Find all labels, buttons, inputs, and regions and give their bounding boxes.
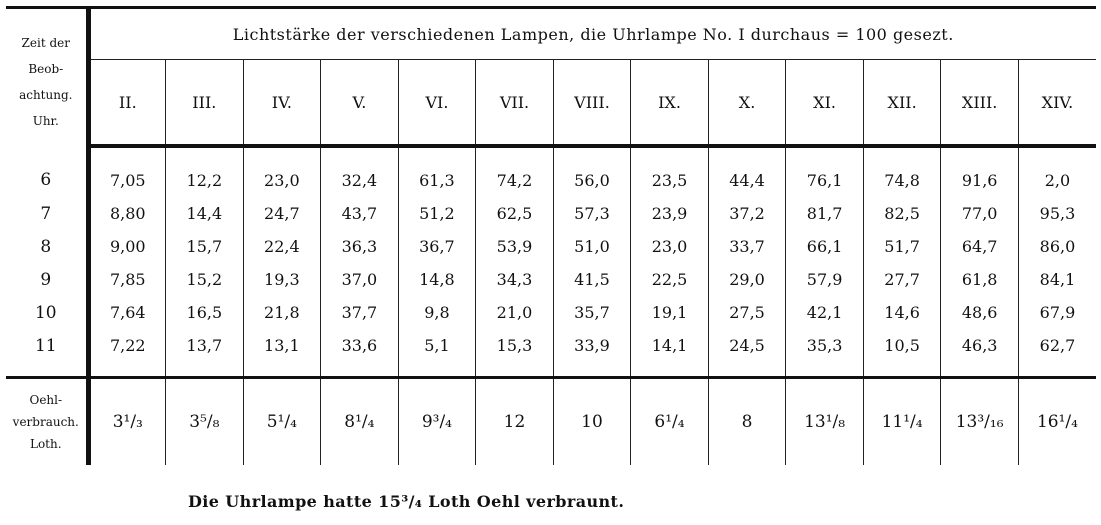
table-row xyxy=(6,263,1096,296)
footnote: Die Uhrlampe hatte 15³/₄ Loth Oehl verbraunt. xyxy=(188,492,625,511)
value-cell: 5,1 xyxy=(398,329,476,378)
value-cell: 15,3 xyxy=(476,329,554,378)
value-cell: 14,4 xyxy=(166,197,244,230)
light-intensity-table-wrap xyxy=(6,6,1096,465)
value-cell: 7,22 xyxy=(88,329,166,378)
oil-label-line: verbrauch. xyxy=(12,415,79,429)
time-header-line: achtung. xyxy=(19,87,73,102)
oil-value-cell: 6¹/₄ xyxy=(631,378,709,466)
time-cell: 7 xyxy=(6,197,88,230)
value-cell: 14,6 xyxy=(863,296,941,329)
table-row xyxy=(6,329,1096,378)
value-cell: 37,2 xyxy=(708,197,786,230)
value-cell: 23,0 xyxy=(243,146,321,197)
value-cell: 48,6 xyxy=(941,296,1019,329)
value-cell: 24,5 xyxy=(708,329,786,378)
value-cell: 19,3 xyxy=(243,263,321,296)
value-cell: 7,85 xyxy=(88,263,166,296)
value-cell: 37,7 xyxy=(321,296,399,329)
value-cell: 19,1 xyxy=(631,296,709,329)
value-cell: 61,8 xyxy=(941,263,1019,296)
oil-value-cell: 8¹/₄ xyxy=(321,378,399,466)
oil-value-cell: 13¹/₈ xyxy=(786,378,864,466)
time-cell: 6 xyxy=(6,146,88,197)
oil-value-cell: 8 xyxy=(708,378,786,466)
value-cell: 23,5 xyxy=(631,146,709,197)
value-cell: 37,0 xyxy=(321,263,399,296)
value-cell: 23,9 xyxy=(631,197,709,230)
time-cell: 10 xyxy=(6,296,88,329)
value-cell: 57,3 xyxy=(553,197,631,230)
value-cell: 33,7 xyxy=(708,230,786,263)
value-cell: 74,2 xyxy=(476,146,554,197)
value-cell: 35,3 xyxy=(786,329,864,378)
value-cell: 61,3 xyxy=(398,146,476,197)
value-cell: 51,0 xyxy=(553,230,631,263)
value-cell: 53,9 xyxy=(476,230,554,263)
value-cell: 62,5 xyxy=(476,197,554,230)
value-cell: 67,9 xyxy=(1039,303,1076,322)
value-cell: 7,05 xyxy=(88,146,166,197)
value-cell: 2,0 xyxy=(1044,171,1071,190)
table-body xyxy=(6,146,1096,378)
value-cell: 27,5 xyxy=(708,296,786,329)
lamp-header-cell: XIII. xyxy=(941,60,1019,147)
value-cell: 77,0 xyxy=(941,197,1019,230)
value-cell: 62,7 xyxy=(1018,329,1096,378)
oil-label-cell xyxy=(6,378,88,466)
lamp-header-cell: VII. xyxy=(476,60,554,147)
lamp-header-row xyxy=(6,60,1096,147)
value-cell: 34,3 xyxy=(476,263,554,296)
value-cell: 33,9 xyxy=(553,329,631,378)
value-cell: 10,5 xyxy=(863,329,941,378)
value-cell: 7,64 xyxy=(88,296,166,329)
oil-value-cell: 3⁵/₈ xyxy=(166,378,244,466)
oil-value-cell: 5¹/₄ xyxy=(243,378,321,466)
light-intensity-table xyxy=(6,6,1096,465)
value-cell: 35,7 xyxy=(553,296,631,329)
oil-value-cell: 13³/₁₆ xyxy=(941,378,1019,466)
table-title: Lichtstärke der verschiedenen Lampen, die Uhrlampe No. I durchaus = 100 gesezt. xyxy=(88,8,1096,60)
lamp-header-cell: VIII. xyxy=(553,60,631,147)
value-cell: 22,4 xyxy=(243,230,321,263)
time-column-header xyxy=(6,8,88,147)
value-cell: 91,6 xyxy=(941,146,1019,197)
value-cell: 82,5 xyxy=(863,197,941,230)
value-cell: 13,1 xyxy=(243,329,321,378)
lamp-header-cell: XIV. xyxy=(1018,60,1096,147)
value-cell: 15,7 xyxy=(166,230,244,263)
table-row xyxy=(6,197,1096,230)
value-cell: 81,7 xyxy=(786,197,864,230)
oil-consumption-row xyxy=(6,378,1096,466)
lamp-header-cell: VI. xyxy=(398,60,476,147)
oil-value-cell: 3¹/₃ xyxy=(88,378,166,466)
lamp-header-cell: V. xyxy=(321,60,399,147)
value-cell: 95,3 xyxy=(1039,204,1076,223)
value-cell: 9,8 xyxy=(398,296,476,329)
value-cell: 57,9 xyxy=(786,263,864,296)
value-cell: 86,0 xyxy=(1039,237,1076,256)
value-cell: 21,0 xyxy=(476,296,554,329)
value-cell: 21,8 xyxy=(243,296,321,329)
time-header-line: Uhr. xyxy=(32,113,59,128)
value-cell: 27,7 xyxy=(863,263,941,296)
value-cell: 76,1 xyxy=(786,146,864,197)
table-row xyxy=(6,146,1096,197)
value-cell: 74,8 xyxy=(863,146,941,197)
value-cell: 32,4 xyxy=(321,146,399,197)
value-cell: 14,1 xyxy=(631,329,709,378)
lamp-header-cell: II. xyxy=(88,60,166,147)
value-cell: 8,80 xyxy=(88,197,166,230)
value-cell: 13,7 xyxy=(166,329,244,378)
value-cell: 15,2 xyxy=(166,263,244,296)
value-cell: 84,1 xyxy=(1039,270,1076,289)
oil-value-cell: 11¹/₄ xyxy=(863,378,941,466)
table-row xyxy=(6,230,1096,263)
oil-value-cell: 12 xyxy=(476,378,554,466)
time-cell: 9 xyxy=(6,263,88,296)
oil-label-line: Loth. xyxy=(29,437,62,451)
value-cell: 56,0 xyxy=(553,146,631,197)
time-header-line: Beob- xyxy=(28,61,64,76)
value-cell: 46,3 xyxy=(941,329,1019,378)
oil-value-cell: 9³/₄ xyxy=(398,378,476,466)
value-cell: 66,1 xyxy=(786,230,864,263)
value-cell: 44,4 xyxy=(708,146,786,197)
table-row xyxy=(6,296,1096,329)
value-cell: 43,7 xyxy=(321,197,399,230)
lamp-header-cell: X. xyxy=(708,60,786,147)
value-cell: 36,3 xyxy=(321,230,399,263)
value-cell: 29,0 xyxy=(708,263,786,296)
oil-label-line: Oehl- xyxy=(29,393,63,407)
value-cell: 14,8 xyxy=(398,263,476,296)
value-cell: 22,5 xyxy=(631,263,709,296)
lamp-header-cell: IV. xyxy=(243,60,321,147)
value-cell: 24,7 xyxy=(243,197,321,230)
value-cell: 41,5 xyxy=(553,263,631,296)
value-cell: 51,2 xyxy=(398,197,476,230)
lamp-header-cell: IX. xyxy=(631,60,709,147)
lamp-header-cell: III. xyxy=(166,60,244,147)
time-header-line: Zeit der xyxy=(21,35,70,50)
value-cell: 33,6 xyxy=(321,329,399,378)
value-cell: 51,7 xyxy=(863,230,941,263)
value-cell: 64,7 xyxy=(941,230,1019,263)
time-cell: 11 xyxy=(6,329,88,378)
lamp-header-cell: XII. xyxy=(863,60,941,147)
value-cell: 36,7 xyxy=(398,230,476,263)
value-cell: 23,0 xyxy=(631,230,709,263)
oil-value-cell: 10 xyxy=(553,378,631,466)
value-cell: 12,2 xyxy=(166,146,244,197)
oil-value-cell: 16¹/₄ xyxy=(1036,412,1078,432)
value-cell: 16,5 xyxy=(166,296,244,329)
lamp-header-cell: XI. xyxy=(786,60,864,147)
value-cell: 9,00 xyxy=(88,230,166,263)
value-cell: 42,1 xyxy=(786,296,864,329)
time-cell: 8 xyxy=(6,230,88,263)
